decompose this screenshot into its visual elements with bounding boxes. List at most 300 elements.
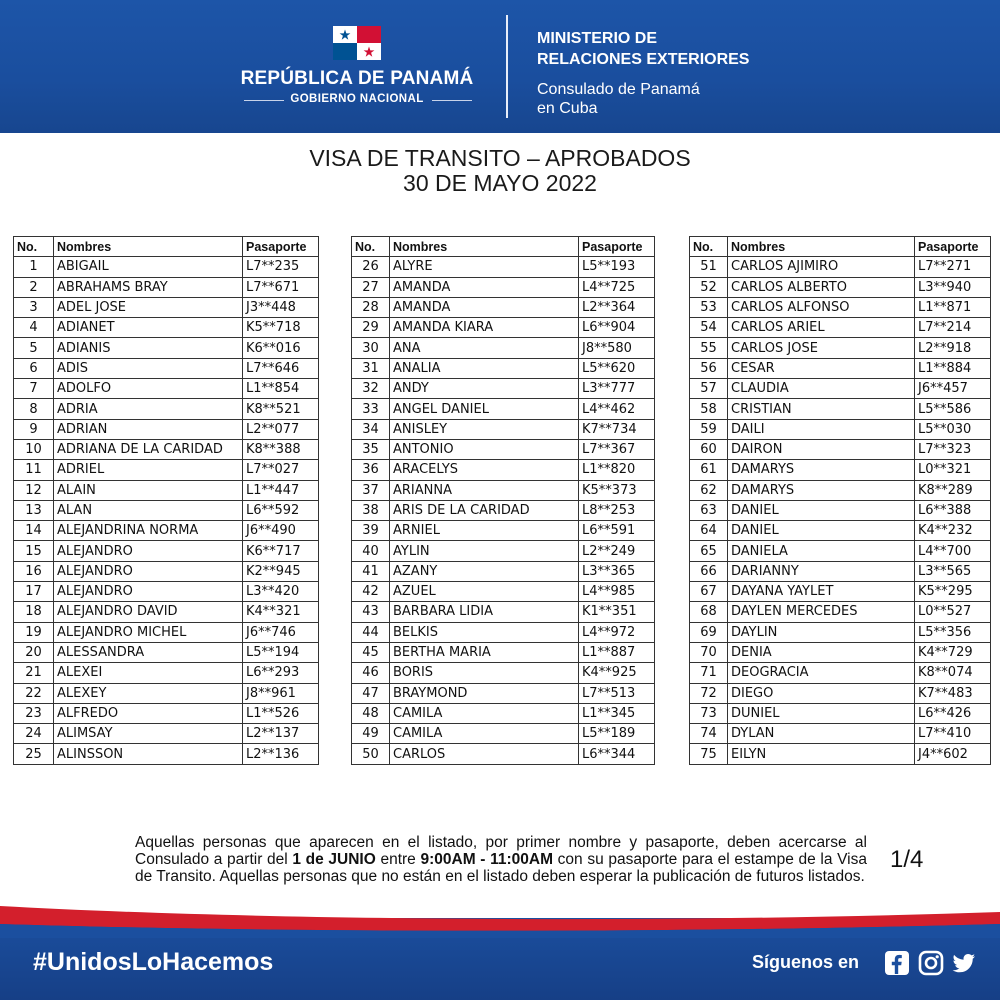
person-name: DANIEL bbox=[728, 500, 915, 520]
person-name: ALEJANDRO bbox=[54, 561, 243, 581]
consulate-line-2: en Cuba bbox=[537, 100, 598, 117]
follow-label: Síguenos en bbox=[752, 952, 860, 972]
person-name: DENIA bbox=[728, 642, 915, 662]
notice-time: 9:00AM - 11:00AM bbox=[420, 851, 553, 868]
row-number: 6 bbox=[14, 358, 54, 378]
person-name: ALEJANDRO bbox=[54, 582, 243, 602]
row-number: 39 bbox=[352, 521, 390, 541]
passport-number: L1**854 bbox=[243, 379, 319, 399]
passport-number: K7**483 bbox=[915, 683, 991, 703]
header-passport: Pasaporte bbox=[579, 237, 655, 257]
table-row bbox=[14, 724, 319, 744]
person-name: ANA bbox=[390, 338, 579, 358]
table-row bbox=[352, 541, 655, 561]
table-row bbox=[14, 561, 319, 581]
person-name: BERTHA MARIA bbox=[390, 642, 579, 662]
person-name: DYLAN bbox=[728, 724, 915, 744]
passport-number: L7**323 bbox=[915, 439, 991, 459]
person-name: DANIEL bbox=[728, 521, 915, 541]
header-name: Nombres bbox=[390, 237, 579, 257]
person-name: DEOGRACIA bbox=[728, 663, 915, 683]
passport-number: J6**746 bbox=[243, 622, 319, 642]
passport-number: L4**700 bbox=[915, 541, 991, 561]
notice-text bbox=[135, 834, 867, 885]
passport-number: J4**602 bbox=[915, 744, 991, 764]
row-number: 72 bbox=[690, 683, 728, 703]
passport-number: K2**945 bbox=[243, 561, 319, 581]
page-indicator: 1/4 bbox=[890, 846, 924, 873]
person-name: ADEL JOSE bbox=[54, 297, 243, 317]
passport-number: L1**820 bbox=[579, 460, 655, 480]
table-row bbox=[690, 318, 991, 338]
row-number: 13 bbox=[14, 500, 54, 520]
row-number: 62 bbox=[690, 480, 728, 500]
table-row bbox=[14, 663, 319, 683]
row-number: 12 bbox=[14, 480, 54, 500]
person-name: ALEJANDRO MICHEL bbox=[54, 622, 243, 642]
table-row bbox=[352, 602, 655, 622]
passport-number: L3**777 bbox=[579, 379, 655, 399]
row-number: 30 bbox=[352, 338, 390, 358]
row-number: 46 bbox=[352, 663, 390, 683]
table-row bbox=[690, 460, 991, 480]
row-number: 66 bbox=[690, 561, 728, 581]
person-name: ADIANIS bbox=[54, 338, 243, 358]
header-no: No. bbox=[690, 237, 728, 257]
table-row bbox=[14, 439, 319, 459]
passport-number: L7**214 bbox=[915, 318, 991, 338]
person-name: BARBARA LIDIA bbox=[390, 602, 579, 622]
row-number: 53 bbox=[690, 297, 728, 317]
row-number: 38 bbox=[352, 500, 390, 520]
table-row bbox=[14, 480, 319, 500]
government-label: GOBIERNO NACIONAL bbox=[290, 93, 424, 105]
person-name: CLAUDIA bbox=[728, 379, 915, 399]
person-name: ALEJANDRO DAVID bbox=[54, 602, 243, 622]
person-name: ARACELYS bbox=[390, 460, 579, 480]
row-number: 2 bbox=[14, 277, 54, 297]
person-name: ALINSSON bbox=[54, 744, 243, 764]
passport-number: L2**249 bbox=[579, 541, 655, 561]
passport-number: L5**586 bbox=[915, 399, 991, 419]
passport-number: K4**232 bbox=[915, 521, 991, 541]
passport-number: L8**253 bbox=[579, 500, 655, 520]
passport-number: L4**985 bbox=[579, 582, 655, 602]
row-number: 57 bbox=[690, 379, 728, 399]
row-number: 73 bbox=[690, 703, 728, 723]
person-name: ALAIN bbox=[54, 480, 243, 500]
table-row bbox=[690, 561, 991, 581]
passport-number: L7**410 bbox=[915, 724, 991, 744]
person-name: ABIGAIL bbox=[54, 257, 243, 277]
person-name: BELKIS bbox=[390, 622, 579, 642]
passport-number: L5**030 bbox=[915, 419, 991, 439]
row-number: 19 bbox=[14, 622, 54, 642]
notice-date: 1 de JUNIO bbox=[292, 851, 376, 868]
header-banner bbox=[0, 0, 1000, 133]
person-name: DARIANNY bbox=[728, 561, 915, 581]
row-number: 16 bbox=[14, 561, 54, 581]
table-row bbox=[690, 683, 991, 703]
row-number: 41 bbox=[352, 561, 390, 581]
person-name: ALESSANDRA bbox=[54, 642, 243, 662]
row-number: 26 bbox=[352, 257, 390, 277]
passport-number: L7**235 bbox=[243, 257, 319, 277]
passport-number: K1**351 bbox=[579, 602, 655, 622]
row-number: 44 bbox=[352, 622, 390, 642]
header-passport: Pasaporte bbox=[915, 237, 991, 257]
table-row bbox=[352, 439, 655, 459]
row-number: 22 bbox=[14, 683, 54, 703]
row-number: 64 bbox=[690, 521, 728, 541]
facebook-icon[interactable] bbox=[884, 950, 910, 976]
table-row bbox=[14, 683, 319, 703]
passport-number: J3**448 bbox=[243, 297, 319, 317]
row-number: 50 bbox=[352, 744, 390, 764]
row-number: 40 bbox=[352, 541, 390, 561]
row-number: 37 bbox=[352, 480, 390, 500]
person-name: DIEGO bbox=[728, 683, 915, 703]
table-row bbox=[352, 277, 655, 297]
row-number: 74 bbox=[690, 724, 728, 744]
person-name: ADRIANA DE LA CARIDAD bbox=[54, 439, 243, 459]
row-number: 47 bbox=[352, 683, 390, 703]
person-name: CESAR bbox=[728, 358, 915, 378]
row-number: 52 bbox=[690, 277, 728, 297]
person-name: CAMILA bbox=[390, 703, 579, 723]
table-row bbox=[14, 744, 319, 764]
table-row bbox=[14, 277, 319, 297]
row-number: 14 bbox=[14, 521, 54, 541]
table-row bbox=[690, 724, 991, 744]
row-number: 61 bbox=[690, 460, 728, 480]
person-name: ALEXEY bbox=[54, 683, 243, 703]
person-name: ALEJANDRO bbox=[54, 541, 243, 561]
person-name: ALAN bbox=[54, 500, 243, 520]
passport-number: L6**344 bbox=[579, 744, 655, 764]
passport-number: K5**295 bbox=[915, 582, 991, 602]
table-row bbox=[352, 582, 655, 602]
table-row bbox=[352, 500, 655, 520]
passport-number: L1**884 bbox=[915, 358, 991, 378]
passport-number: K4**925 bbox=[579, 663, 655, 683]
table-row bbox=[690, 277, 991, 297]
passport-number: L1**345 bbox=[579, 703, 655, 723]
row-number: 67 bbox=[690, 582, 728, 602]
passport-number: L5**194 bbox=[243, 642, 319, 662]
row-number: 65 bbox=[690, 541, 728, 561]
row-number: 21 bbox=[14, 663, 54, 683]
table-row bbox=[690, 703, 991, 723]
table-row bbox=[14, 257, 319, 277]
table-row bbox=[690, 480, 991, 500]
row-number: 8 bbox=[14, 399, 54, 419]
ministry-line-2: RELACIONES EXTERIORES bbox=[537, 51, 750, 68]
passport-number: L4**972 bbox=[579, 622, 655, 642]
passport-number: L0**527 bbox=[915, 602, 991, 622]
person-name: DAYLIN bbox=[728, 622, 915, 642]
table-row bbox=[352, 338, 655, 358]
row-number: 36 bbox=[352, 460, 390, 480]
passport-number: J6**490 bbox=[243, 521, 319, 541]
divider-line bbox=[432, 100, 472, 101]
passport-number: K7**734 bbox=[579, 419, 655, 439]
row-number: 24 bbox=[14, 724, 54, 744]
person-name: ALYRE bbox=[390, 257, 579, 277]
person-name: CARLOS bbox=[390, 744, 579, 764]
notice-part-2: entre bbox=[375, 851, 421, 868]
passport-number: L7**367 bbox=[579, 439, 655, 459]
table-row bbox=[14, 379, 319, 399]
person-name: CARLOS ALBERTO bbox=[728, 277, 915, 297]
passport-number: L7**671 bbox=[243, 277, 319, 297]
approved-list-table-1 bbox=[13, 236, 319, 765]
person-name: DAILI bbox=[728, 419, 915, 439]
table-row bbox=[352, 379, 655, 399]
passport-number: L6**592 bbox=[243, 500, 319, 520]
person-name: ALEXEI bbox=[54, 663, 243, 683]
row-number: 60 bbox=[690, 439, 728, 459]
table-row bbox=[352, 399, 655, 419]
passport-number: K8**521 bbox=[243, 399, 319, 419]
table-row bbox=[352, 663, 655, 683]
passport-number: L5**620 bbox=[579, 358, 655, 378]
row-number: 4 bbox=[14, 318, 54, 338]
table-row bbox=[14, 703, 319, 723]
row-number: 71 bbox=[690, 663, 728, 683]
table-row bbox=[14, 622, 319, 642]
table-row bbox=[690, 257, 991, 277]
passport-number: L1**447 bbox=[243, 480, 319, 500]
approved-list-table-2 bbox=[351, 236, 655, 765]
row-number: 11 bbox=[14, 460, 54, 480]
row-number: 1 bbox=[14, 257, 54, 277]
person-name: CARLOS AJIMIRO bbox=[728, 257, 915, 277]
table-row bbox=[14, 541, 319, 561]
consulate-name bbox=[537, 80, 700, 118]
row-number: 5 bbox=[14, 338, 54, 358]
passport-number: K6**717 bbox=[243, 541, 319, 561]
table-row bbox=[690, 602, 991, 622]
table-row bbox=[352, 683, 655, 703]
passport-number: L6**591 bbox=[579, 521, 655, 541]
twitter-icon[interactable] bbox=[951, 950, 977, 976]
row-number: 58 bbox=[690, 399, 728, 419]
passport-number: L4**725 bbox=[579, 277, 655, 297]
row-number: 23 bbox=[14, 703, 54, 723]
table-row bbox=[690, 642, 991, 662]
title-line-2: 30 DE MAYO 2022 bbox=[403, 170, 597, 196]
table-row bbox=[690, 500, 991, 520]
table-row bbox=[690, 399, 991, 419]
table-row bbox=[14, 338, 319, 358]
passport-number: K5**718 bbox=[243, 318, 319, 338]
passport-number: L7**513 bbox=[579, 683, 655, 703]
row-number: 29 bbox=[352, 318, 390, 338]
table-row bbox=[352, 622, 655, 642]
person-name: CRISTIAN bbox=[728, 399, 915, 419]
table-row bbox=[352, 297, 655, 317]
row-number: 70 bbox=[690, 642, 728, 662]
person-name: ADRIA bbox=[54, 399, 243, 419]
row-number: 15 bbox=[14, 541, 54, 561]
row-number: 34 bbox=[352, 419, 390, 439]
passport-number: J6**457 bbox=[915, 379, 991, 399]
person-name: AYLIN bbox=[390, 541, 579, 561]
person-name: ADIS bbox=[54, 358, 243, 378]
table-row bbox=[690, 521, 991, 541]
table-row bbox=[352, 358, 655, 378]
passport-number: K4**321 bbox=[243, 602, 319, 622]
row-number: 35 bbox=[352, 439, 390, 459]
table-row bbox=[14, 582, 319, 602]
passport-number: L3**565 bbox=[915, 561, 991, 581]
passport-number: L7**271 bbox=[915, 257, 991, 277]
table-row bbox=[690, 358, 991, 378]
row-number: 51 bbox=[690, 257, 728, 277]
table-row bbox=[690, 663, 991, 683]
passport-number: L6**904 bbox=[579, 318, 655, 338]
table-row bbox=[352, 642, 655, 662]
instagram-icon[interactable] bbox=[918, 950, 944, 976]
table-row bbox=[14, 460, 319, 480]
decorative-swoosh bbox=[0, 898, 1000, 938]
table-row bbox=[352, 724, 655, 744]
row-number: 7 bbox=[14, 379, 54, 399]
table-row bbox=[352, 460, 655, 480]
passport-number: L1**871 bbox=[915, 297, 991, 317]
row-number: 3 bbox=[14, 297, 54, 317]
table-row bbox=[690, 338, 991, 358]
person-name: DAIRON bbox=[728, 439, 915, 459]
row-number: 10 bbox=[14, 439, 54, 459]
person-name: ARIS DE LA CARIDAD bbox=[390, 500, 579, 520]
person-name: BRAYMOND bbox=[390, 683, 579, 703]
table-row bbox=[14, 500, 319, 520]
row-number: 59 bbox=[690, 419, 728, 439]
person-name: CARLOS ARIEL bbox=[728, 318, 915, 338]
row-number: 32 bbox=[352, 379, 390, 399]
row-number: 42 bbox=[352, 582, 390, 602]
passport-number: L5**189 bbox=[579, 724, 655, 744]
row-number: 20 bbox=[14, 642, 54, 662]
header-passport: Pasaporte bbox=[243, 237, 319, 257]
person-name: DAMARYS bbox=[728, 460, 915, 480]
passport-number: L6**426 bbox=[915, 703, 991, 723]
header-no: No. bbox=[352, 237, 390, 257]
person-name: ANGEL DANIEL bbox=[390, 399, 579, 419]
row-number: 45 bbox=[352, 642, 390, 662]
table-row bbox=[352, 318, 655, 338]
table-row bbox=[690, 297, 991, 317]
approved-list-table-3 bbox=[689, 236, 991, 765]
ministry-name bbox=[537, 28, 749, 70]
table-row bbox=[14, 602, 319, 622]
person-name: AZUEL bbox=[390, 582, 579, 602]
table-row bbox=[690, 439, 991, 459]
passport-number: L3**420 bbox=[243, 582, 319, 602]
passport-number: K5**373 bbox=[579, 480, 655, 500]
passport-number: L1**887 bbox=[579, 642, 655, 662]
passport-number: L2**364 bbox=[579, 297, 655, 317]
person-name: AMANDA bbox=[390, 277, 579, 297]
header-name: Nombres bbox=[54, 237, 243, 257]
row-number: 63 bbox=[690, 500, 728, 520]
passport-number: L5**356 bbox=[915, 622, 991, 642]
table-row bbox=[690, 744, 991, 764]
table-row bbox=[14, 358, 319, 378]
person-name: ADIANET bbox=[54, 318, 243, 338]
passport-number: J8**961 bbox=[243, 683, 319, 703]
passport-number: L2**918 bbox=[915, 338, 991, 358]
person-name: CARLOS ALFONSO bbox=[728, 297, 915, 317]
row-number: 55 bbox=[690, 338, 728, 358]
passport-number: L6**293 bbox=[243, 663, 319, 683]
person-name: ADRIEL bbox=[54, 460, 243, 480]
table-row bbox=[352, 257, 655, 277]
row-number: 49 bbox=[352, 724, 390, 744]
table-row bbox=[14, 318, 319, 338]
notice-part-1: Aquellas personas que aparecen en el listado, por primer nombre y pasaporte, deben acercarse al Consulado a partir del bbox=[135, 834, 867, 868]
row-number: 68 bbox=[690, 602, 728, 622]
row-number: 27 bbox=[352, 277, 390, 297]
person-name: ALIMSAY bbox=[54, 724, 243, 744]
person-name: ARIANNA bbox=[390, 480, 579, 500]
table-row bbox=[690, 582, 991, 602]
row-number: 31 bbox=[352, 358, 390, 378]
row-number: 75 bbox=[690, 744, 728, 764]
row-number: 69 bbox=[690, 622, 728, 642]
table-row bbox=[352, 703, 655, 723]
table-row bbox=[14, 399, 319, 419]
person-name: AZANY bbox=[390, 561, 579, 581]
row-number: 28 bbox=[352, 297, 390, 317]
passport-number: L3**365 bbox=[579, 561, 655, 581]
passport-number: L1**526 bbox=[243, 703, 319, 723]
passport-number: K8**074 bbox=[915, 663, 991, 683]
person-name: ANDY bbox=[390, 379, 579, 399]
consulate-line-1: Consulado de Panamá bbox=[537, 81, 700, 98]
row-number: 33 bbox=[352, 399, 390, 419]
person-name: ALFREDO bbox=[54, 703, 243, 723]
passport-number: L2**137 bbox=[243, 724, 319, 744]
person-name: BORIS bbox=[390, 663, 579, 683]
table-row bbox=[14, 521, 319, 541]
document-title bbox=[0, 146, 1000, 196]
passport-number: K8**289 bbox=[915, 480, 991, 500]
passport-number: L3**940 bbox=[915, 277, 991, 297]
table-row bbox=[14, 297, 319, 317]
title-line-1: VISA DE TRANSITO – APROBADOS bbox=[309, 145, 691, 171]
person-name: CARLOS JOSE bbox=[728, 338, 915, 358]
header-divider bbox=[506, 15, 508, 118]
person-name: CAMILA bbox=[390, 724, 579, 744]
person-name: DANIELA bbox=[728, 541, 915, 561]
person-name: ADOLFO bbox=[54, 379, 243, 399]
person-name: DAYANA YAYLET bbox=[728, 582, 915, 602]
passport-number: K8**388 bbox=[243, 439, 319, 459]
person-name: DUNIEL bbox=[728, 703, 915, 723]
header-name: Nombres bbox=[728, 237, 915, 257]
row-number: 43 bbox=[352, 602, 390, 622]
person-name: AMANDA bbox=[390, 297, 579, 317]
table-row bbox=[690, 622, 991, 642]
table-row bbox=[690, 379, 991, 399]
person-name: ANTONIO bbox=[390, 439, 579, 459]
person-name: AMANDA KIARA bbox=[390, 318, 579, 338]
table-row bbox=[14, 642, 319, 662]
passport-number: L2**077 bbox=[243, 419, 319, 439]
